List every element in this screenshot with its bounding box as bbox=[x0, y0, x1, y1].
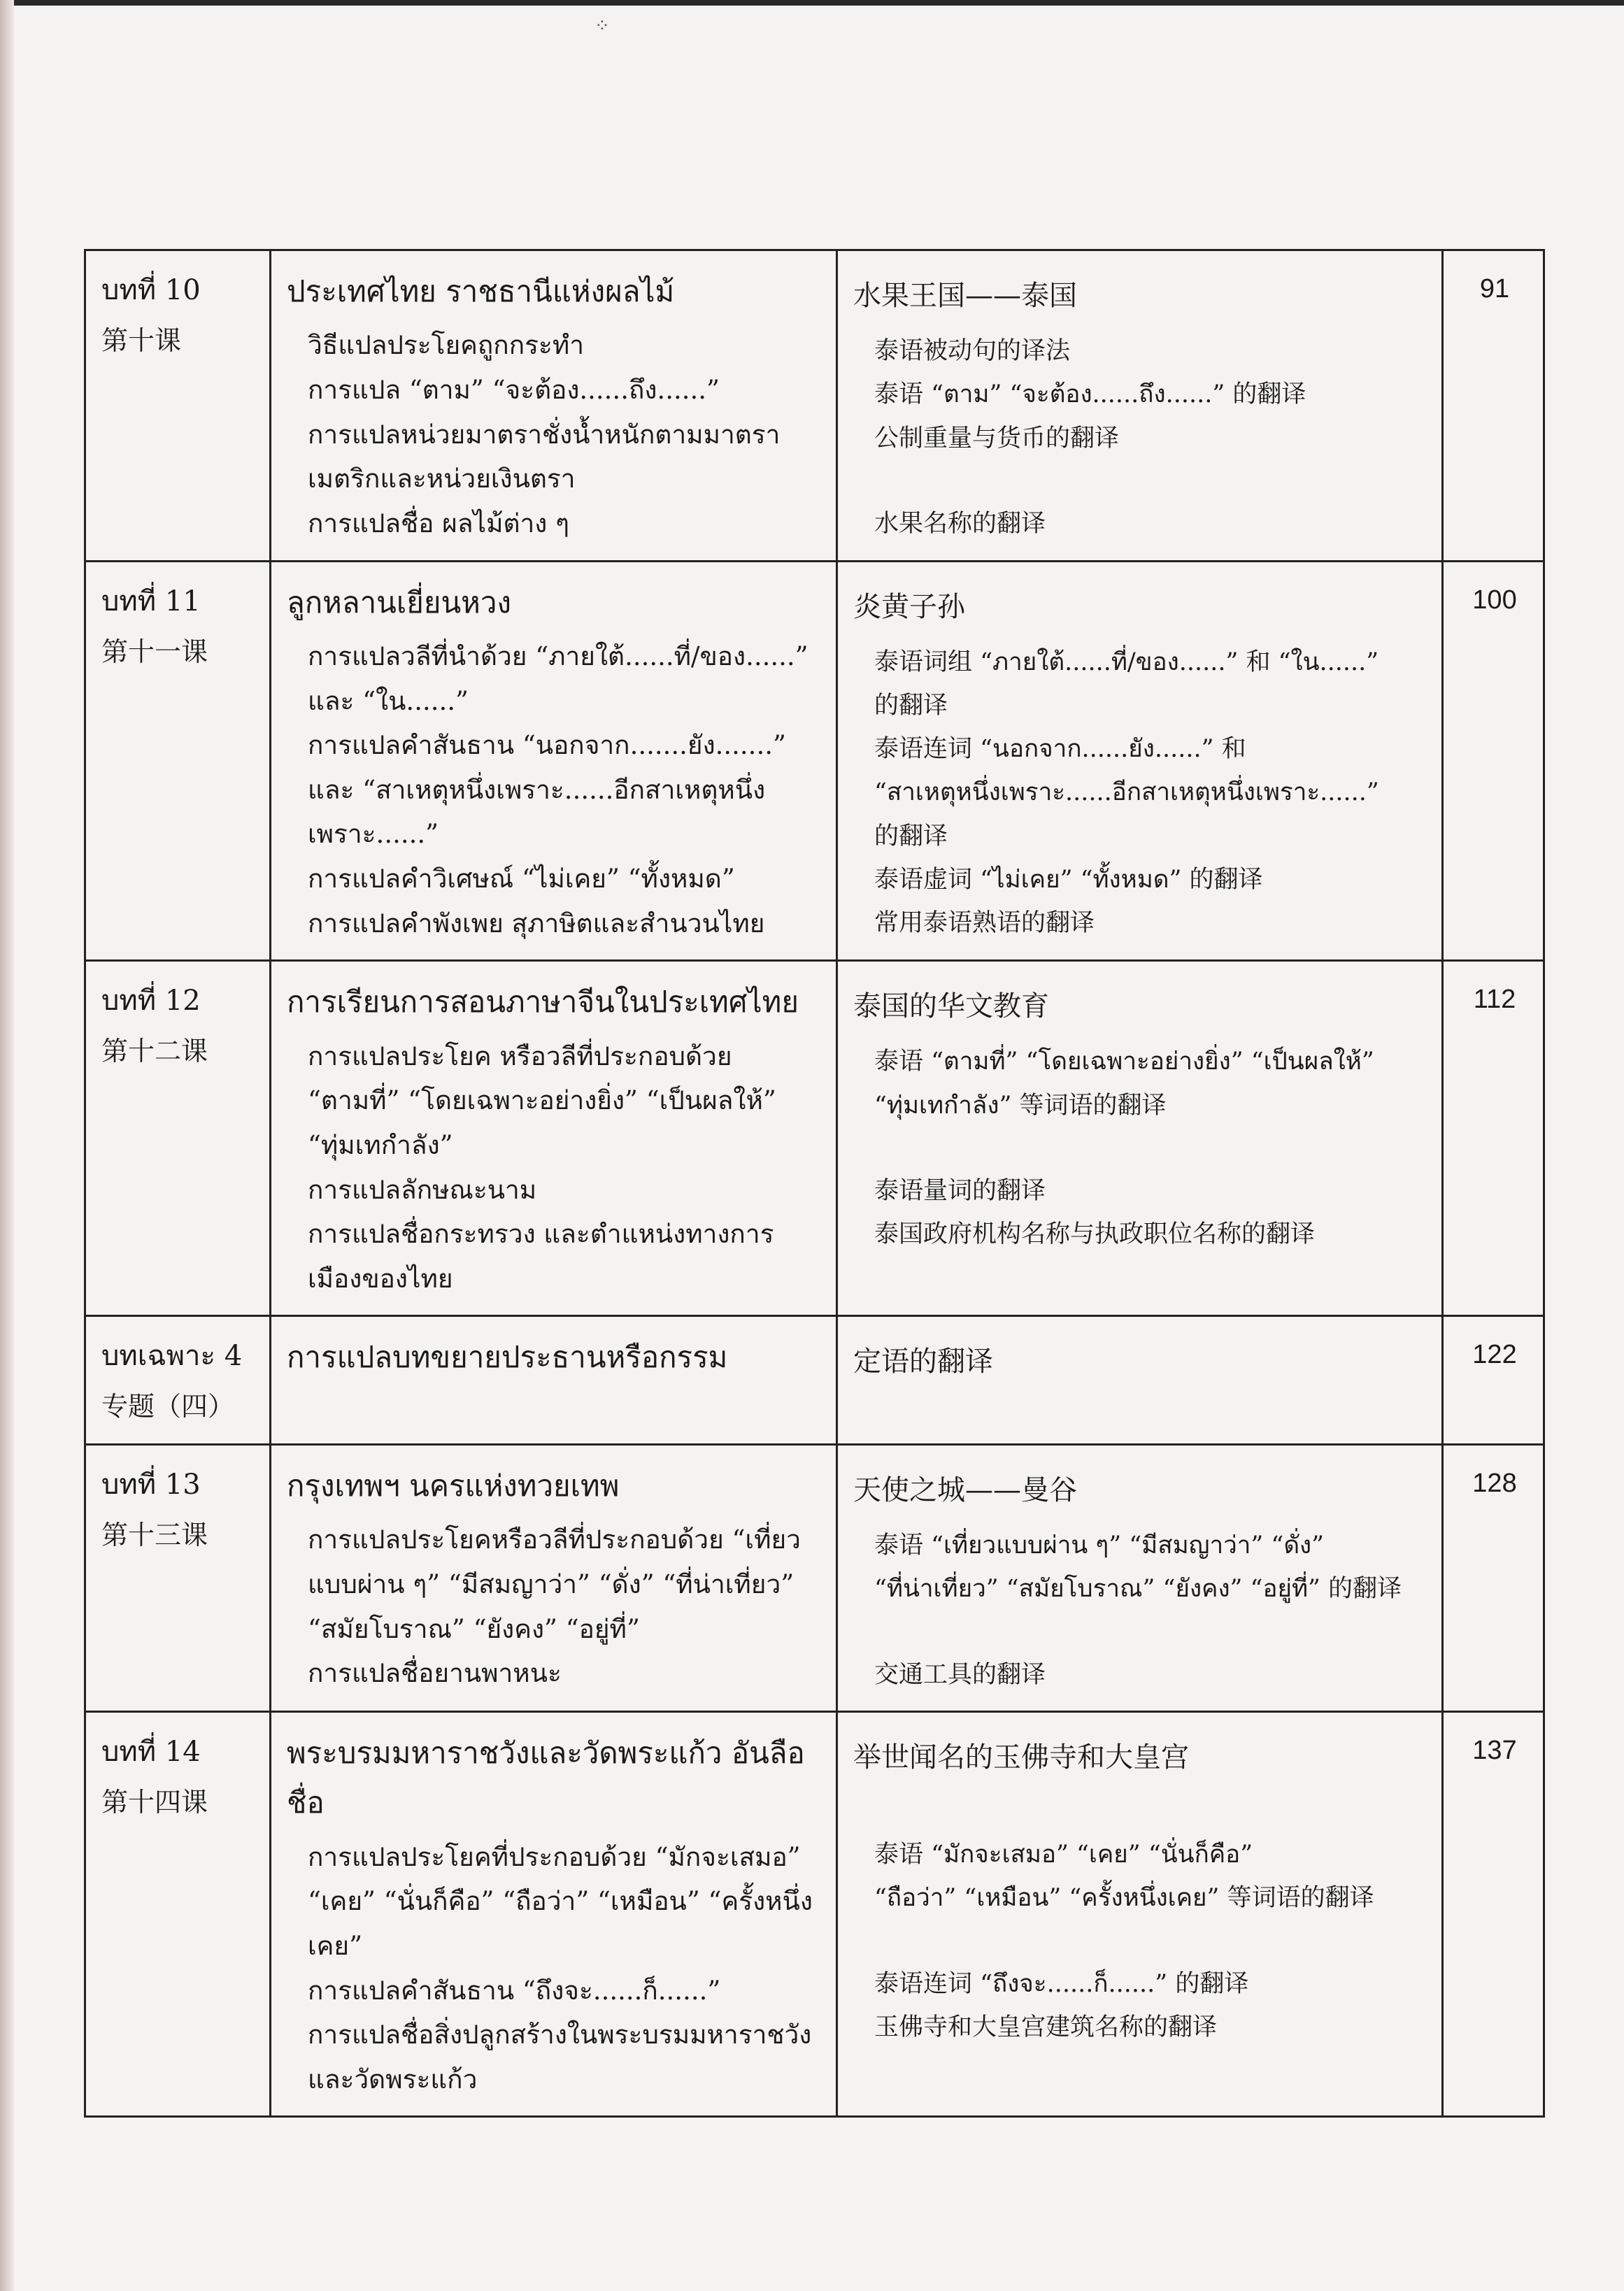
lesson-number: บทที่ 14 bbox=[101, 1735, 201, 1768]
spacer bbox=[853, 1127, 1429, 1169]
thai-topic-item: แบบผ่าน ๆ” “มีสมญาว่า” “ดั่ง” “ที่น่าเที่ยว” bbox=[308, 1569, 795, 1600]
chinese-topic-item: 泰语被动句的译法 bbox=[874, 337, 1071, 365]
scan-top-edge bbox=[0, 0, 1624, 6]
thai-contents-cell bbox=[271, 1316, 837, 1445]
thai-topic-item: การแปลลักษณะนาม bbox=[308, 1174, 537, 1205]
chinese-contents-cell bbox=[837, 961, 1443, 1316]
chinese-contents-cell bbox=[837, 1711, 1443, 2117]
thai-topic-item: การแปลประโยค หรือวลีที่ประกอบด้วย bbox=[308, 1041, 732, 1071]
spacer bbox=[853, 1920, 1429, 1962]
lesson-number-chinese: 第十课 bbox=[101, 325, 182, 356]
chinese-topic-item: 泰语 “มักจะเสมอ” “เคย” “นั่นก็คือ” bbox=[874, 1840, 1253, 1869]
chinese-contents-cell bbox=[837, 1445, 1443, 1712]
page-number: 100 bbox=[1443, 561, 1544, 961]
lesson-number: บทเฉพาะ 4 bbox=[101, 1340, 243, 1373]
table-row bbox=[85, 1445, 1544, 1712]
thai-contents-cell bbox=[271, 561, 837, 961]
lesson-number-chinese: 第十四课 bbox=[101, 1786, 208, 1818]
chinese-topic-item: 的翻译 bbox=[874, 691, 948, 720]
thai-topic-item: เพราะ......” bbox=[308, 819, 439, 850]
thai-lesson-title: ลูกหลานเยี่ยนหวง bbox=[287, 585, 511, 620]
lesson-number-chinese: 第十三课 bbox=[101, 1520, 208, 1551]
lesson-cell bbox=[85, 1316, 271, 1445]
thai-topic-item: การแปลวลีที่นำด้วย “ภายใต้......ที่/ของ......” bbox=[308, 641, 809, 671]
scan-left-edge bbox=[0, 0, 14, 2291]
thai-topic-item: เมืองของไทย bbox=[308, 1263, 453, 1294]
table-row bbox=[85, 961, 1544, 1316]
thai-contents-cell bbox=[271, 1711, 837, 2117]
thai-lesson-title: ประเทศไทย ราชธานีแห่งผลไม้ bbox=[287, 274, 675, 308]
chinese-topic-item: 泰语连词 “นอกจาก......ยัง......” 和 bbox=[874, 735, 1246, 764]
chinese-topic-item: 公制重量与货币的翻译 bbox=[874, 424, 1120, 452]
thai-topic-item: “เคย” “นั่นก็คือ” “ถือว่า” “เหมือน” “ครั้งหนึ่ง bbox=[308, 1886, 813, 1917]
thai-topic-item: เมตริกและหน่วยเงินตรา bbox=[308, 464, 576, 494]
thai-topic-item: เคย” bbox=[308, 1930, 362, 1961]
thai-topic-item: วิธีแปลประโยคถูกกระทำ bbox=[308, 330, 585, 361]
lesson-number: บทที่ 10 bbox=[101, 274, 201, 306]
thai-lesson-title: พระบรมมหาราชวังและวัดพระแก้ว อันลือชื่อ bbox=[287, 1735, 805, 1820]
page-number: 122 bbox=[1443, 1316, 1544, 1445]
chinese-topic-item: 泰国政府机构名称与执政职位名称的翻译 bbox=[874, 1220, 1316, 1249]
thai-topic-item: การแปลชื่อสิ่งปลูกสร้างในพระบรมมหาราชวัง bbox=[308, 2020, 812, 2050]
chinese-topic-item: 泰语词组 “ภายใต้......ที่/ของ......” 和 “ใน......” bbox=[874, 648, 1379, 676]
thai-lesson-title: กรุงเทพฯ นครแห่งทวยเทพ bbox=[287, 1469, 620, 1504]
chinese-topic-item: 泰语 “ตามที่” “โดยเฉพาะอย่างยิ่ง” “เป็นผลให้” bbox=[874, 1048, 1374, 1076]
thai-topic-item: และวัดพระแก้ว bbox=[308, 2064, 478, 2094]
chinese-topic-item: 交通工具的翻译 bbox=[874, 1660, 1046, 1689]
thai-topic-item: “ทุ่มเทกำลัง” bbox=[308, 1129, 453, 1160]
thai-contents-cell bbox=[271, 1445, 837, 1712]
chinese-lesson-title: 水果王国——泰国 bbox=[853, 280, 1077, 312]
thai-lesson-title: การเรียนการสอนภาษาจีนในประเทศไทย bbox=[287, 985, 799, 1020]
thai-topic-item: การแปลชื่อกระทรวง และตำแหน่งทางการ bbox=[308, 1219, 774, 1250]
chinese-topic-item: 水果名称的翻译 bbox=[874, 509, 1046, 538]
chinese-topic-item: 泰语虚词 “ไม่เคย” “ทั้งหมด” 的翻译 bbox=[874, 866, 1263, 894]
chinese-topic-item: 玉佛寺和大皇宫建筑名称的翻译 bbox=[874, 2013, 1218, 2041]
chinese-topic-item: 的翻译 bbox=[874, 822, 948, 850]
chinese-topic-item: 泰语 “ตาม” “จะต้อง......ถึง......” 的翻译 bbox=[874, 380, 1306, 409]
chinese-lesson-title: 举世闻名的玉佛寺和大皇宫 bbox=[853, 1741, 1189, 1773]
thai-contents-cell bbox=[271, 961, 837, 1316]
chinese-lesson-title: 泰国的华文教育 bbox=[853, 990, 1049, 1023]
thai-topic-item: และ “สาเหตุหนึ่งเพราะ......อีกสาเหตุหนึ่ง bbox=[308, 774, 766, 805]
page-number: 112 bbox=[1443, 961, 1544, 1316]
thai-topic-item: การแปลคำวิเศษณ์ “ไม่เคย” “ทั้งหมด” bbox=[308, 864, 735, 894]
lesson-cell bbox=[85, 1711, 271, 2117]
thai-topic-item: การแปลคำสันธาน “ถึงจะ......ก็......” bbox=[308, 1975, 721, 2006]
chinese-contents-cell bbox=[837, 250, 1443, 562]
thai-contents-cell bbox=[271, 250, 837, 562]
thai-topic-item: การแปล “ตาม” “จะต้อง......ถึง......” bbox=[308, 375, 720, 406]
lesson-number: บทที่ 13 bbox=[101, 1469, 201, 1501]
chinese-contents-cell bbox=[837, 1316, 1443, 1445]
spacer bbox=[853, 1791, 1429, 1833]
chinese-topic-item: “ทุ่มเทกำลัง” 等词语的翻译 bbox=[874, 1091, 1167, 1120]
lesson-cell bbox=[85, 961, 271, 1316]
page-mark: ⁘ bbox=[594, 15, 610, 36]
chinese-topic-item: 泰语连词 “ถึงจะ......ก็......” 的翻译 bbox=[874, 1969, 1249, 1998]
thai-topic-item: การแปลคำพังเพย สุภาษิตและสำนวนไทย bbox=[308, 908, 765, 938]
chinese-contents-cell bbox=[837, 561, 1443, 961]
table-row bbox=[85, 561, 1544, 961]
chinese-topic-item: “สาเหตุหนึ่งเพราะ......อีกสาเหตุหนึ่งเพราะ......” bbox=[874, 778, 1379, 807]
lesson-cell bbox=[85, 561, 271, 961]
chinese-lesson-title: 定语的翻译 bbox=[853, 1346, 993, 1378]
contents-table bbox=[84, 249, 1545, 2118]
lesson-number-chinese: 第十一课 bbox=[101, 636, 208, 667]
table-row bbox=[85, 1711, 1544, 2117]
thai-topic-item: การแปลชื่อ ผลไม้ต่าง ๆ bbox=[308, 508, 570, 538]
table-row bbox=[85, 1316, 1544, 1445]
lesson-number: บทที่ 12 bbox=[101, 985, 201, 1018]
contents-table-body bbox=[85, 250, 1544, 2117]
thai-topic-item: “สมัยโบราณ” “ยังคง” “อยู่ที่” bbox=[308, 1613, 640, 1644]
page-number: 137 bbox=[1443, 1711, 1544, 2117]
chinese-topic-item: 泰语量词的翻译 bbox=[874, 1176, 1046, 1205]
table-row bbox=[85, 250, 1544, 562]
thai-topic-item: การแปลประโยคที่ประกอบด้วย “มักจะเสมอ” bbox=[308, 1841, 801, 1872]
lesson-number-chinese: 第十二课 bbox=[101, 1036, 208, 1067]
chinese-topic-item: 常用泰语熟语的翻译 bbox=[874, 909, 1095, 938]
thai-topic-item: การแปลหน่วยมาตราชั่งน้ำหนักตามมาตรา bbox=[308, 419, 781, 450]
spacer bbox=[853, 1611, 1429, 1653]
lesson-number: บทที่ 11 bbox=[101, 585, 201, 618]
thai-topic-item: การแปลชื่อยานพาหนะ bbox=[308, 1658, 562, 1689]
chinese-lesson-title: 炎黄子孙 bbox=[853, 590, 965, 623]
lesson-cell bbox=[85, 250, 271, 562]
page-number: 128 bbox=[1443, 1445, 1544, 1712]
page-number: 91 bbox=[1443, 250, 1544, 562]
chinese-topic-item: “ถือว่า” “เหมือน” “ครั้งหนึ่งเคย” 等词语的翻译 bbox=[874, 1884, 1374, 1913]
lesson-number-chinese: 专题（四） bbox=[101, 1391, 235, 1422]
thai-lesson-title: การแปลบทขยายประธานหรือกรรม bbox=[287, 1340, 728, 1375]
thai-topic-item: และ “ใน......” bbox=[308, 685, 469, 716]
thai-topic-item: “ตามที่” “โดยเฉพาะอย่างยิ่ง” “เป็นผลให้” bbox=[308, 1085, 776, 1116]
spacer bbox=[853, 460, 1429, 502]
thai-topic-item: การแปลประโยคหรือวลีที่ประกอบด้วย “เที่ยว bbox=[308, 1525, 801, 1555]
chinese-topic-item: “ที่น่าเที่ยว” “สมัยโบราณ” “ยังคง” “อยู่ที่” 的翻译 bbox=[874, 1575, 1402, 1604]
chinese-topic-item: 泰语 “เที่ยวแบบผ่าน ๆ” “มีสมญาว่า” “ดั่ง” bbox=[874, 1532, 1325, 1560]
thai-topic-item: การแปลคำสันธาน “นอกจาก.......ยัง.......” bbox=[308, 730, 786, 761]
lesson-cell bbox=[85, 1445, 271, 1712]
chinese-lesson-title: 天使之城——曼谷 bbox=[853, 1474, 1077, 1507]
